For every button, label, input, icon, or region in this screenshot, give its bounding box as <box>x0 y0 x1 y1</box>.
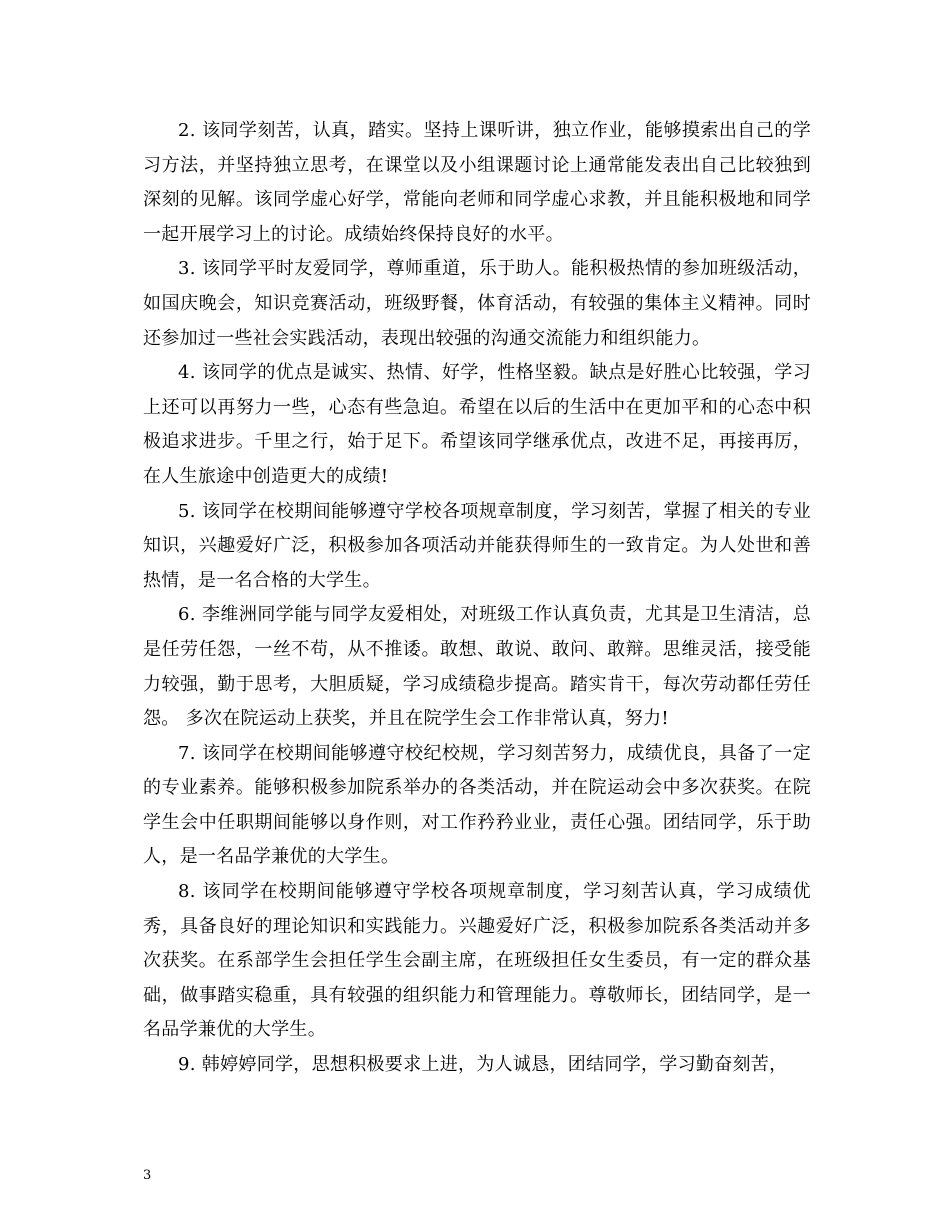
paragraph-6: 6. 李维洲同学能与同学友爱相处，对班级工作认真负责，尤其是卫生清洁，总是任劳任怨，一丝不苟，从不推诿。敢想、敢说、敢问、敢辩。思维灵活，接受能力较强，勤于思考，大胆质疑，学习成绩稳步提高。踏实肯干，每次劳动都任劳任怨。 多次在院运动上获奖，并且在院学生会工作非常认真，努力! <box>143 604 811 730</box>
document-body <box>143 114 811 1083</box>
paragraph-5: 5. 该同学在校期间能够遵守学校各项规章制度，学习刻苦，掌握了相关的专业知识，兴趣爱好广泛，积极参加各项活动并能获得师生的一致肯定。为人处世和善热情，是一名合格的大学生。 <box>143 500 811 591</box>
page-number: 3 <box>143 1168 152 1183</box>
paragraph-7: 7. 该同学在校期间能够遵守校纪校规，学习刻苦努力，成绩优良，具备了一定的专业素养。能够积极参加院系举办的各类活动，并在院运动会中多次获奖。在院学生会中任职期间能够以身作则，对工作矜矜业业，责任心强。团结同学，乐于助人，是一名品学兼优的大学生。 <box>143 742 811 868</box>
paragraph-8: 8. 该同学在校期间能够遵守学校各项规章制度，学习刻苦认真，学习成绩优秀，具备良好的理论知识和实践能力。兴趣爱好广泛，积极参加院系各类活动并多次获奖。在系部学生会担任学生会副主席，在班级担任女生委员，有一定的群众基础，做事踏实稳重，具有较强的组织能力和管理能力。尊敬师长，团结同学，是一名品学兼优的大学生。 <box>143 881 811 1041</box>
paragraph-2: 2. 该同学刻苦，认真，踏实。坚持上课听讲，独立作业，能够摸索出自己的学习方法，并坚持独立思考，在课堂以及小组课题讨论上通常能发表出自己比较独到深刻的见解。该同学虚心好学，常能向老师和同学虚心求教，并且能积极地和同学一起开展学习上的讨论。成绩始终保持良好的水平。 <box>143 120 811 245</box>
paragraph-3: 3. 该同学平时友爱同学，尊师重道，乐于助人。能积极热情的参加班级活动，如国庆晚会，知识竞赛活动，班级野餐，体育活动，有较强的集体主义精神。同时还参加过一些社会实践活动，表现出较强的沟通交流能力和组织能力。 <box>143 258 811 349</box>
paragraph-4: 4. 该同学的优点是诚实、热情、好学，性格坚毅。缺点是好胜心比较强，学习上还可以再努力一些，心态有些急迫。希望在以后的生活中在更加平和的心态中积极追求进步。千里之行，始于足下。希望该同学继承优点，改进不足，再接再厉，在人生旅途中创造更大的成绩! <box>143 362 811 487</box>
paragraph-9: 9. 韩婷婷同学，思想积极要求上进，为人诚恳，团结同学，学习勤奋刻苦， <box>178 1054 788 1076</box>
